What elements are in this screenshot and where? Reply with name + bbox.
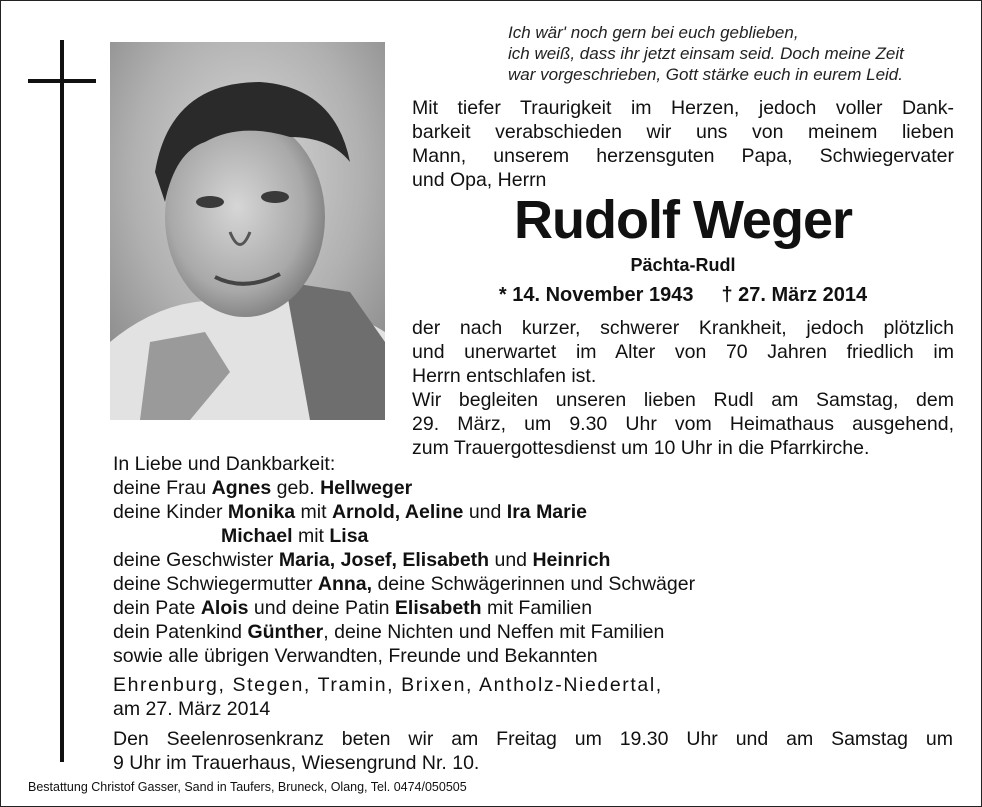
body-line: der nach kurzer, schwerer Krankheit, jedoch plötzlich bbox=[412, 317, 954, 339]
label-text: mit bbox=[292, 525, 330, 547]
label-text: deine Geschwister bbox=[113, 549, 279, 571]
body-line: und unerwartet im Alter von 70 Jahren friedlich im bbox=[412, 341, 954, 363]
poem-line: ich weiß, dass ihr jetzt einsam seid. Doch meine Zeit bbox=[508, 44, 904, 63]
mourners-list bbox=[113, 452, 973, 668]
poem-line: Ich wär' noch gern bei euch geblieben, bbox=[508, 23, 799, 42]
label-text: deine Schwägerinnen und Schwäger bbox=[372, 573, 696, 595]
intro-line: barkeit verabschieden wir uns von meinem lieben bbox=[412, 121, 954, 143]
mourner-name: Arnold, Aeline bbox=[331, 501, 464, 523]
rosary-line: Den Seelenrosenkranz beten wir am Freitag um 19.30 Uhr und am Samstag um bbox=[113, 728, 953, 750]
portrait-photo bbox=[110, 42, 385, 420]
label-text: deine Schwiegermutter bbox=[113, 573, 318, 595]
mourners-heading: In Liebe und Dankbarkeit: bbox=[113, 453, 336, 475]
mourner-name: Hellweger bbox=[320, 477, 413, 499]
notice-date: am 27. März 2014 bbox=[113, 698, 271, 720]
label-text: mit bbox=[295, 501, 332, 523]
mourner-name: Michael bbox=[221, 525, 293, 547]
body-line: zum Trauergottesdienst um 10 Uhr in die Pfarrkirche. bbox=[412, 437, 870, 459]
label-text: und bbox=[463, 501, 507, 523]
birth-date: * 14. November 1943 bbox=[498, 284, 694, 306]
mourner-name: Alois bbox=[200, 597, 249, 619]
mourner-children-second bbox=[113, 524, 973, 548]
mourner-siblings bbox=[113, 548, 973, 572]
body-paragraph bbox=[412, 316, 954, 460]
mourner-godparents bbox=[113, 596, 973, 620]
place-names: Ehrenburg, Stegen, Tramin, Brixen, Antholz-Niedertal, bbox=[113, 674, 663, 696]
label-text: dein Pate bbox=[113, 597, 201, 619]
funeral-home-footer: Bestattung Christof Gasser, Sand in Taufers, Bruneck, Olang, Tel. 0474/050505 bbox=[28, 780, 467, 794]
label-text: und deine Patin bbox=[248, 597, 395, 619]
mourner-name: Lisa bbox=[329, 525, 369, 547]
rosary-info bbox=[113, 727, 953, 775]
cross-symbol-bar bbox=[28, 79, 96, 83]
poem-verse bbox=[508, 22, 958, 85]
poem-line: war vorgeschrieben, Gott stärke euch in eurem Leid. bbox=[508, 65, 903, 84]
label-text: dein Patenkind bbox=[113, 621, 248, 643]
intro-paragraph bbox=[412, 96, 954, 192]
place-date bbox=[113, 673, 973, 721]
label-text: deine Kinder bbox=[113, 501, 228, 523]
label-text: geb. bbox=[271, 477, 321, 499]
mourner-name: Monika bbox=[227, 501, 296, 523]
body-line: Herrn entschlafen ist. bbox=[412, 365, 597, 387]
mourner-others: sowie alle übrigen Verwandten, Freunde und Bekannten bbox=[113, 645, 598, 667]
mourner-godchild bbox=[113, 620, 973, 644]
mourner-wife bbox=[113, 476, 973, 500]
body-line: Wir begleiten unseren lieben Rudl am Samstag, dem bbox=[412, 389, 954, 411]
mourner-name: Anna, bbox=[317, 573, 373, 595]
mourner-name: Günther bbox=[247, 621, 324, 643]
mourner-name: Elisabeth bbox=[394, 597, 482, 619]
body-line: 29. März, um 9.30 Uhr vom Heimathaus ausgehend, bbox=[412, 413, 954, 435]
intro-line: und Opa, Herrn bbox=[412, 169, 547, 191]
life-dates bbox=[412, 283, 954, 307]
mourner-name: Ira Marie bbox=[506, 501, 588, 523]
mourner-mother-in-law bbox=[113, 572, 973, 596]
intro-line: Mit tiefer Traurigkeit im Herzen, jedoch voller Dank- bbox=[412, 97, 954, 119]
deceased-name: Rudolf Weger bbox=[514, 190, 852, 250]
intro-line: Mann, unserem herzensguten Papa, Schwiegervater bbox=[412, 145, 954, 167]
label-text: deine Frau bbox=[113, 477, 212, 499]
deceased-nickname: Pächta-Rudl bbox=[630, 255, 736, 275]
label-text: und bbox=[489, 549, 533, 571]
mourner-name: Agnes bbox=[211, 477, 272, 499]
label-text: , deine Nichten und Neffen mit Familien bbox=[323, 621, 665, 643]
label-text: mit Familien bbox=[481, 597, 593, 619]
mourner-name: Maria, Josef, Elisabeth bbox=[278, 549, 490, 571]
death-date: † 27. März 2014 bbox=[721, 284, 868, 306]
cross-symbol bbox=[60, 40, 64, 762]
portrait-illustration bbox=[110, 42, 385, 420]
mourner-children bbox=[113, 500, 973, 524]
rosary-line: 9 Uhr im Trauerhaus, Wiesengrund Nr. 10. bbox=[113, 752, 480, 774]
mourner-name: Heinrich bbox=[532, 549, 611, 571]
